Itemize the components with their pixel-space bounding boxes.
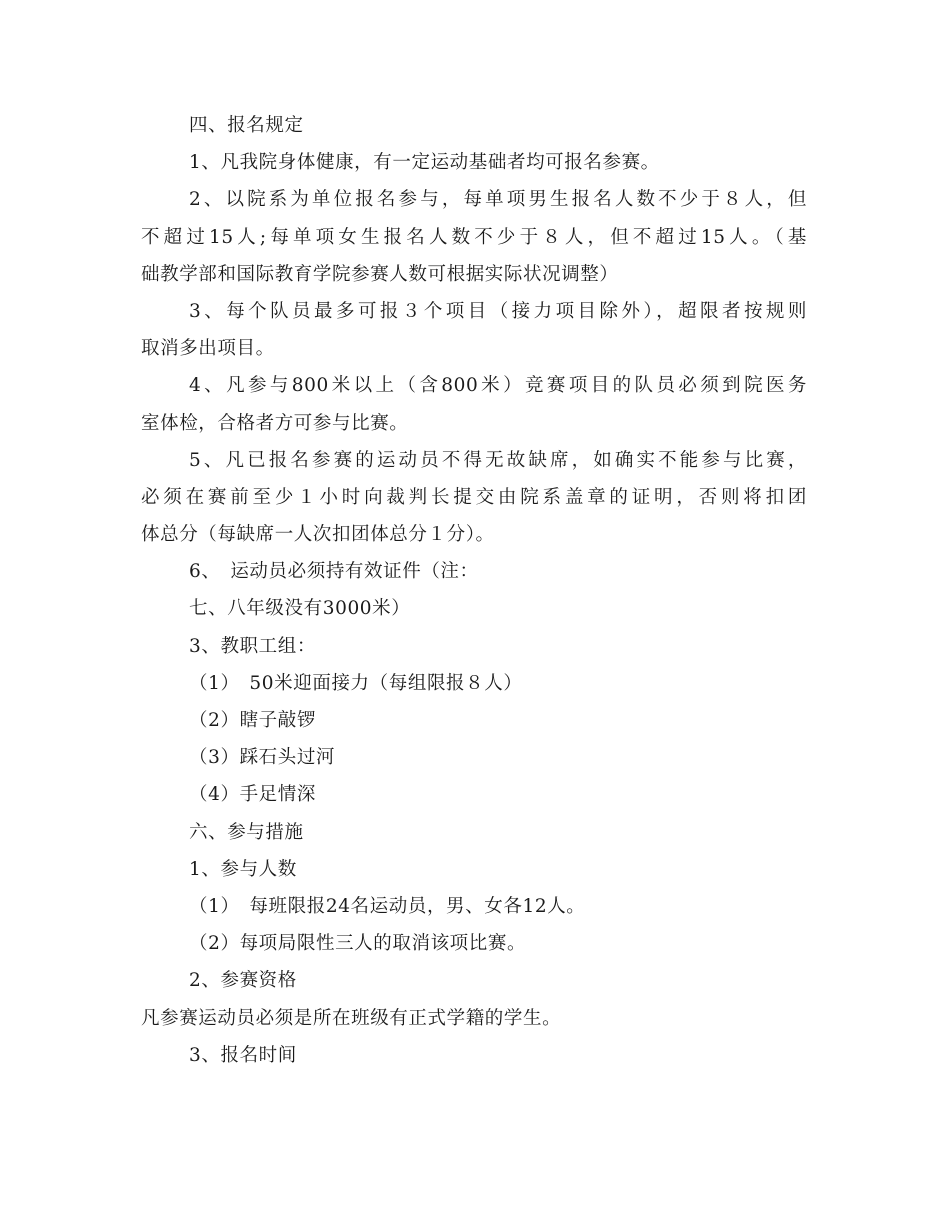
text-line: 四、报名规定: [189, 115, 304, 136]
text-line: 4、凡参与800米以上（含800米）竞赛项目的队员必须到院医务: [189, 375, 807, 397]
text-line: 5、凡已报名参赛的运动员不得无故缺席，如确实不能参与比赛，: [189, 449, 807, 471]
text-line: （1） 50米迎面接力（每组限报８人）: [189, 672, 523, 694]
text-line: 2、参赛资格: [189, 970, 297, 992]
text-line: 六、参与措施: [189, 821, 304, 843]
text-line: （2）每项局限性三人的取消该项比赛。: [189, 933, 527, 955]
text-line: 体总分（每缺席一人次扣团体总分１分）。: [141, 524, 495, 546]
text-line: 不超过15人;每单项女生报名人数不少于８人，但不超过15人。（基: [141, 226, 807, 248]
text-line: 凡参赛运动员必须是所在班级有正式学籍的学生。: [141, 1007, 562, 1029]
text-line: 取消多出项目。: [141, 338, 275, 360]
text-line: 2、以院系为单位报名参与，每单项男生报名人数不少于８人，但: [189, 189, 807, 211]
text-line: （4）手足情深: [189, 784, 316, 806]
text-line: 3、每个队员最多可报３个项目（接力项目除外），超限者按规则: [189, 300, 807, 322]
text-line: （3）踩石头过河: [189, 747, 336, 769]
text-line: 室体检，合格者方可参与比赛。: [141, 412, 409, 434]
text-line: 1、参与人数: [189, 858, 297, 880]
text-line: （1） 每班限报24名运动员，男、女各12人。: [189, 895, 586, 917]
text-line: 必须在赛前至少１小时向裁判长提交由院系盖章的证明，否则将扣团: [141, 486, 807, 508]
text-line: 础教学部和国际教育学院参赛人数可根据实际状况调整）: [141, 263, 619, 285]
text-line: 七、八年级没有3000米）: [189, 598, 411, 620]
document-page: [141, 107, 807, 1074]
text-line: 3、教职工组：: [189, 635, 316, 657]
text-line: 1、凡我院身体健康，有一定运动基础者均可报名参赛。: [189, 152, 660, 174]
text-line: 3、报名时间: [189, 1044, 297, 1066]
text-line: （2）瞎子敲锣: [189, 710, 316, 731]
text-line: 6、 运动员必须持有效证件（注：: [189, 561, 479, 583]
